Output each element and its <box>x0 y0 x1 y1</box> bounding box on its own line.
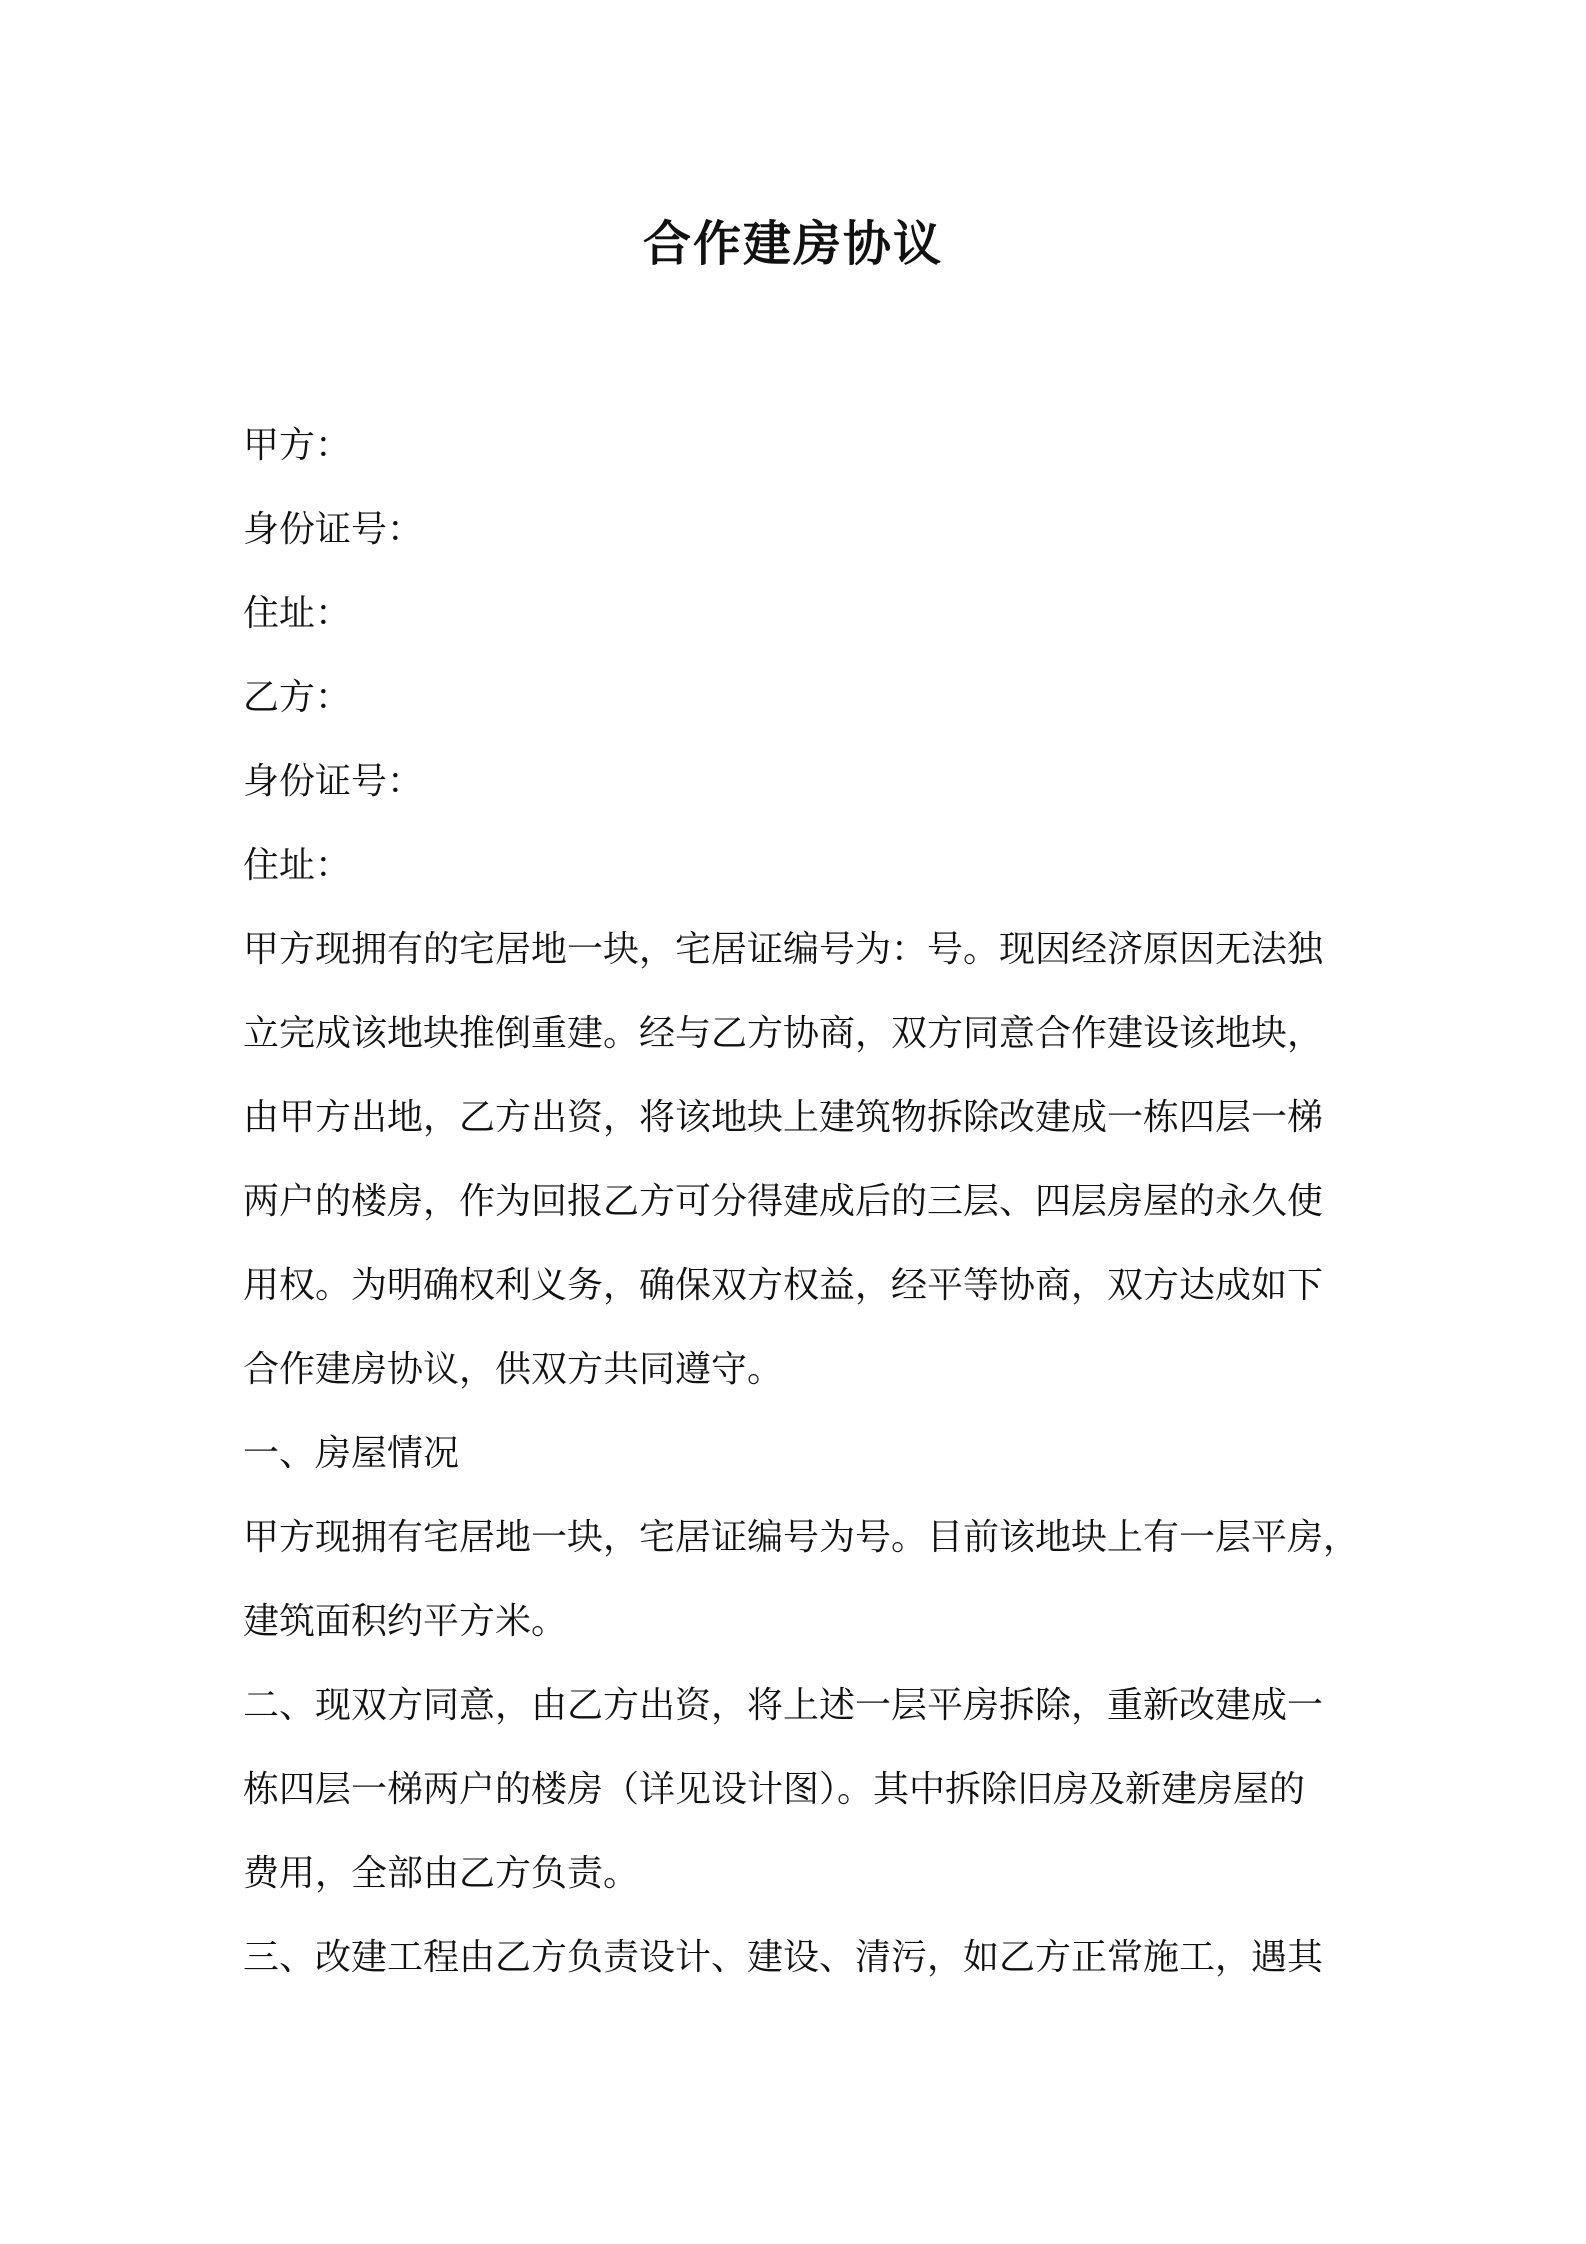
section-1-line: 建筑面积约平方米。 <box>243 1601 568 1642</box>
section-2-line: 栋四层一梯两户的楼房（详见设计图）。其中拆除旧房及新建房屋的 <box>243 1769 1306 1810</box>
party-a-address-label: 住址： <box>243 593 352 634</box>
section-1-line: 甲方现拥有宅居地一块，宅居证编号为号。目前该地块上有一层平房， <box>243 1517 1360 1558</box>
preamble-line: 合作建房协议，供双方共同遵守。 <box>243 1349 784 1390</box>
preamble-line: 两户的楼房，作为回报乙方可分得建成后的三层、四层房屋的永久使 <box>243 1181 1324 1222</box>
document-body <box>243 404 1363 2000</box>
party-b-address-label: 住址： <box>243 845 352 886</box>
section-2-line: 费用，全部由乙方负责。 <box>243 1853 640 1894</box>
section-1-heading: 一、房屋情况 <box>243 1433 460 1474</box>
preamble-line: 由甲方出地，乙方出资，将该地块上建筑物拆除改建成一栋四层一梯 <box>243 1097 1324 1138</box>
party-a-label: 甲方： <box>243 425 352 466</box>
party-b-id-label: 身份证号： <box>243 761 424 802</box>
party-b-label: 乙方： <box>243 677 352 718</box>
preamble-line: 甲方现拥有的宅居地一块，宅居证编号为：号。现因经济原因无法独 <box>243 929 1324 970</box>
party-a-id-label: 身份证号： <box>243 509 424 550</box>
document-title: 合作建房协议 <box>642 216 943 272</box>
section-2-line: 二、现双方同意，由乙方出资，将上述一层平房拆除，重新改建成一 <box>243 1685 1324 1726</box>
preamble-line: 立完成该地块推倒重建。经与乙方协商，双方同意合作建设该地块， <box>243 1013 1324 1054</box>
preamble-line: 用权。为明确权利义务，确保双方权益，经平等协商，双方达成如下 <box>243 1265 1324 1306</box>
section-3-line: 三、改建工程由乙方负责设计、建设、清污，如乙方正常施工，遇其 <box>243 1937 1324 1978</box>
